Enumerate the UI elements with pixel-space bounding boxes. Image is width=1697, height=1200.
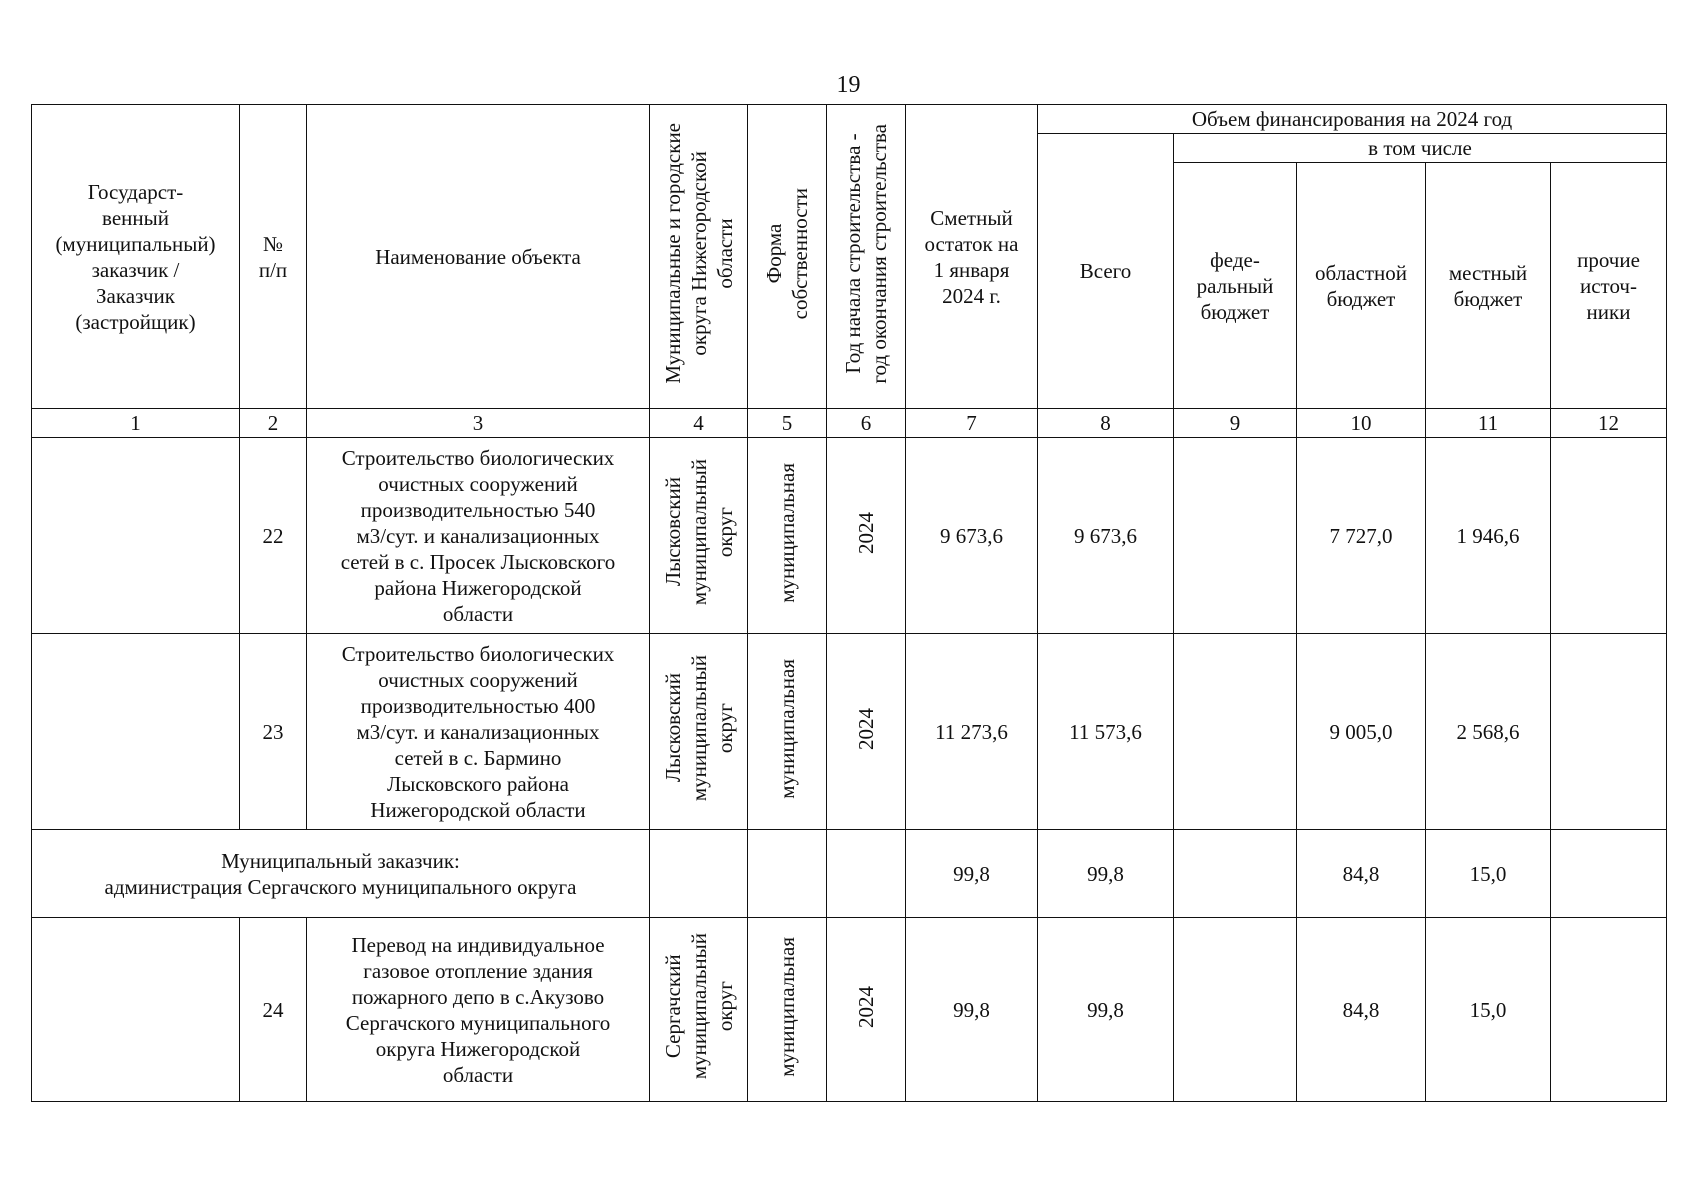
row-number: 22 [240, 438, 307, 634]
estimate-cell: 11 273,6 [906, 634, 1038, 830]
header-total: Всего [1038, 134, 1174, 409]
total-cell: 9 673,6 [1038, 438, 1174, 634]
column-number: 6 [827, 409, 906, 438]
header-including: в том числе [1174, 134, 1667, 163]
other-cell [1551, 438, 1667, 634]
row-number: 23 [240, 634, 307, 830]
total-cell: 99,8 [1038, 918, 1174, 1102]
total-cell: 99,8 [1038, 830, 1174, 918]
federal-cell [1174, 918, 1297, 1102]
year-cell: 2024 [827, 918, 906, 1102]
column-number: 11 [1426, 409, 1551, 438]
customer-cell [32, 438, 240, 634]
page-number: 19 [836, 72, 861, 98]
column-number: 8 [1038, 409, 1174, 438]
customer-group-label: Муниципальный заказчик: администрация Сергачского муниципального округа [32, 830, 650, 918]
table-row [32, 634, 1667, 830]
estimate-cell: 99,8 [906, 918, 1038, 1102]
year-cell: 2024 [827, 438, 906, 634]
local-cell: 15,0 [1426, 830, 1551, 918]
ownership-cell: муниципальная [748, 438, 827, 634]
header-federal: феде- ральный бюджет [1174, 163, 1297, 409]
ownership-cell [748, 830, 827, 918]
column-number: 4 [650, 409, 748, 438]
district-cell: Сергачский муниципальный округ [650, 918, 748, 1102]
column-number: 9 [1174, 409, 1297, 438]
header-customer: Государст- венный (муниципальный) заказчик / Заказчик (застройщик) [32, 105, 240, 409]
local-cell: 2 568,6 [1426, 634, 1551, 830]
other-cell [1551, 830, 1667, 918]
ownership-cell: муниципальная [748, 634, 827, 830]
district-cell [650, 830, 748, 918]
column-number: 1 [32, 409, 240, 438]
local-cell: 15,0 [1426, 918, 1551, 1102]
customer-cell [32, 918, 240, 1102]
header-other: прочие источ- ники [1551, 163, 1667, 409]
district-cell: Лысковский муниципальный округ [650, 634, 748, 830]
header-financing: Объем финансирования на 2024 год [1038, 105, 1667, 134]
header-local: местный бюджет [1426, 163, 1551, 409]
local-cell: 1 946,6 [1426, 438, 1551, 634]
ownership-cell: муниципальная [748, 918, 827, 1102]
header-row-number: № п/п [240, 105, 307, 409]
year-cell [827, 830, 906, 918]
customer-cell [32, 634, 240, 830]
federal-cell [1174, 830, 1297, 918]
header-estimate: Сметный остаток на 1 января 2024 г. [906, 105, 1038, 409]
federal-cell [1174, 634, 1297, 830]
object-name: Строительство биологических очистных сооружений производительностью 400 м3/сут. и канализационных сетей в с. Бармино Лысковского района Нижегородской области [307, 634, 650, 830]
column-number: 12 [1551, 409, 1667, 438]
column-number: 7 [906, 409, 1038, 438]
header-object-name: Наименование объекта [307, 105, 650, 409]
regional-cell: 84,8 [1297, 830, 1426, 918]
investment-table [31, 104, 1667, 1102]
year-cell: 2024 [827, 634, 906, 830]
row-number: 24 [240, 918, 307, 1102]
estimate-cell: 9 673,6 [906, 438, 1038, 634]
column-number: 3 [307, 409, 650, 438]
object-name: Строительство биологических очистных сооружений производительностью 540 м3/сут. и канализационных сетей в с. Просек Лысковского района Нижегородской области [307, 438, 650, 634]
regional-cell: 9 005,0 [1297, 634, 1426, 830]
header-district: Муниципальные и городские округа Нижегородской области [650, 105, 748, 409]
table-row [32, 918, 1667, 1102]
other-cell [1551, 634, 1667, 830]
column-number: 5 [748, 409, 827, 438]
header-regional: областной бюджет [1297, 163, 1426, 409]
estimate-cell: 99,8 [906, 830, 1038, 918]
customer-group-row [32, 830, 1667, 918]
regional-cell: 84,8 [1297, 918, 1426, 1102]
total-cell: 11 573,6 [1038, 634, 1174, 830]
column-number: 2 [240, 409, 307, 438]
column-numbers-row [32, 409, 1667, 438]
other-cell [1551, 918, 1667, 1102]
district-cell: Лысковский муниципальный округ [650, 438, 748, 634]
regional-cell: 7 727,0 [1297, 438, 1426, 634]
table-row [32, 438, 1667, 634]
header-ownership: Форма собственности [748, 105, 827, 409]
column-number: 10 [1297, 409, 1426, 438]
object-name: Перевод на индивидуальное газовое отопление здания пожарного депо в с.Акузово Сергачского муниципального округа Нижегородской области [307, 918, 650, 1102]
federal-cell [1174, 438, 1297, 634]
header-construction-years: Год начала строительства - год окончания строительства [827, 105, 906, 409]
